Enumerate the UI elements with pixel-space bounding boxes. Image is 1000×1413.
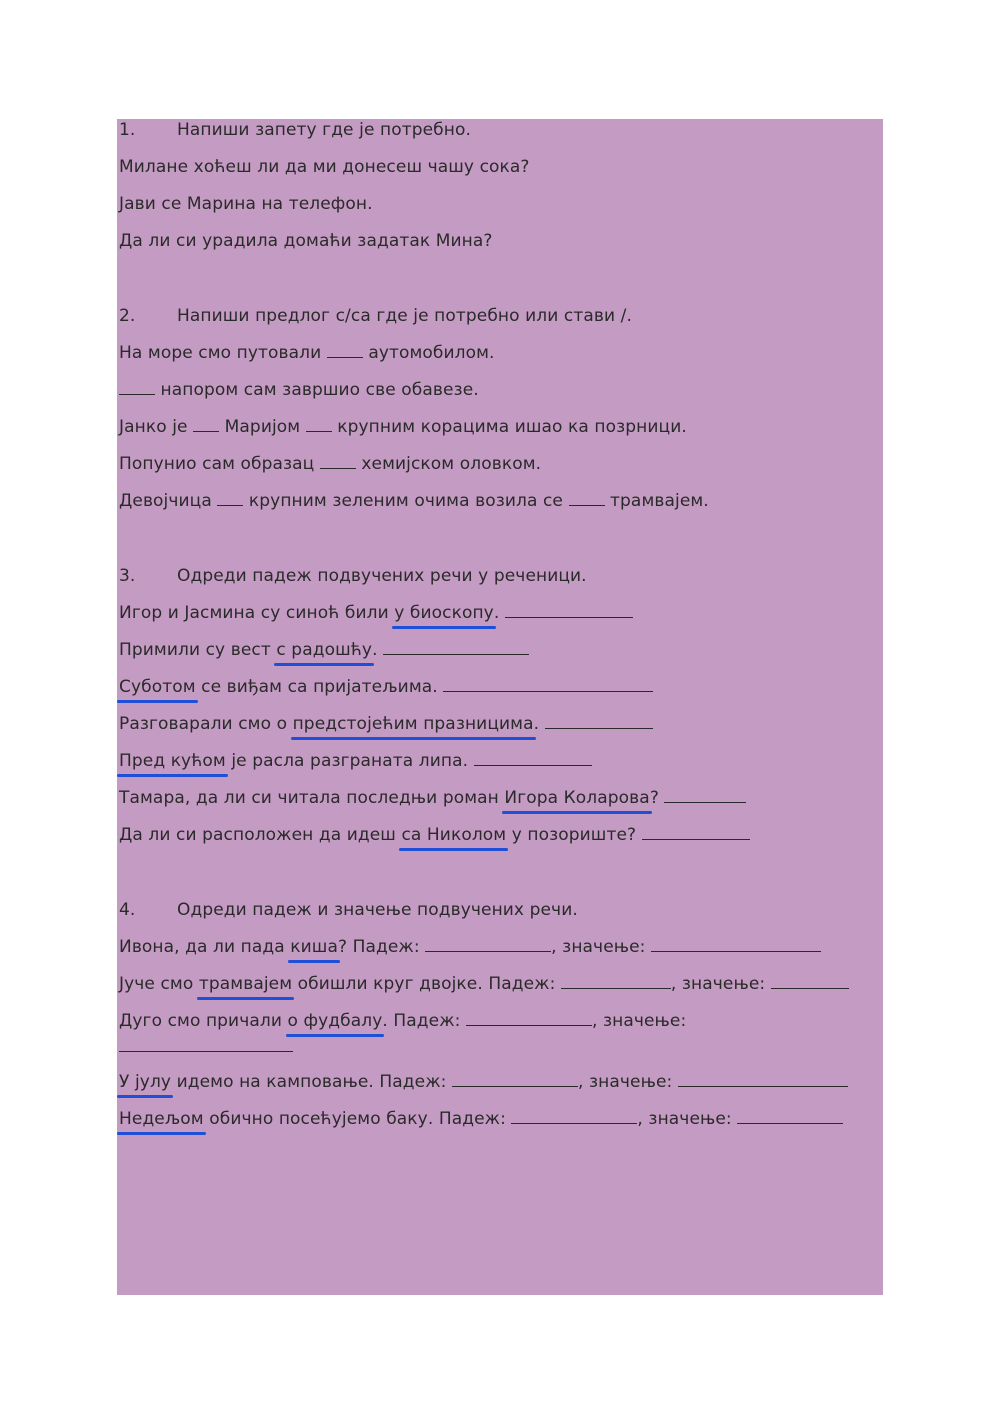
text: хемијском оловком. bbox=[361, 454, 542, 474]
answer-blank[interactable] bbox=[193, 416, 219, 432]
s3-sentence-1 bbox=[119, 602, 633, 624]
answer-blank[interactable] bbox=[569, 490, 605, 506]
s3-sentence-2 bbox=[119, 639, 529, 661]
text: обично посећујемо баку. Падеж: bbox=[203, 1109, 512, 1129]
text: Девојчица bbox=[119, 491, 212, 511]
section-2-title: Напиши предлог с/са где је потребно или стави /. bbox=[177, 306, 632, 326]
s2-sentence-3 bbox=[119, 416, 687, 438]
text: Јанко је bbox=[119, 417, 188, 437]
text: . bbox=[493, 603, 500, 623]
s3-sentence-6 bbox=[119, 787, 746, 809]
s4-sentence-3 bbox=[119, 1010, 686, 1032]
section-1-number: 1. bbox=[119, 120, 136, 140]
s4-sentence-1 bbox=[119, 936, 821, 958]
section-2-number: 2. bbox=[119, 306, 136, 326]
underlined-phrase: Пред кућом bbox=[119, 751, 226, 771]
text: трамвајем. bbox=[610, 491, 709, 511]
answer-blank[interactable] bbox=[119, 379, 155, 395]
text: Разговарали смо о bbox=[119, 714, 293, 734]
case-blank[interactable] bbox=[425, 936, 551, 952]
case-blank[interactable] bbox=[511, 1108, 637, 1124]
answer-blank[interactable] bbox=[306, 416, 332, 432]
s1-sentence-2: Јави се Марина на телефон. bbox=[119, 194, 373, 214]
text: Примили су вест bbox=[119, 640, 277, 660]
answer-blank[interactable] bbox=[642, 824, 750, 840]
section-1-heading bbox=[119, 119, 471, 141]
section-2-heading bbox=[119, 305, 632, 327]
underlined-phrase: Суботом bbox=[119, 677, 196, 697]
answer-blank[interactable] bbox=[327, 342, 363, 358]
answer-blank[interactable] bbox=[217, 490, 243, 506]
underlined-phrase: Недељом bbox=[119, 1109, 204, 1129]
text: На море смо путовали bbox=[119, 343, 322, 363]
text: . bbox=[372, 640, 378, 660]
text: напором сам завршио све обавезе. bbox=[160, 380, 479, 400]
section-4-heading bbox=[119, 899, 578, 921]
text: , значење: bbox=[551, 937, 652, 957]
underlined-phrase: са Николом bbox=[401, 825, 507, 845]
s3-sentence-5 bbox=[119, 750, 592, 772]
text: идемо на камповање. Падеж: bbox=[171, 1072, 452, 1092]
section-4-number: 4. bbox=[119, 900, 136, 920]
text: крупним зеленим очима возила се bbox=[248, 491, 563, 511]
meaning-blank[interactable] bbox=[678, 1071, 848, 1087]
text: Тамара, да ли си читала последњи роман bbox=[119, 788, 505, 808]
underlined-phrase: Игора Коларова bbox=[504, 788, 650, 808]
text: се виђам са пријатељима. bbox=[195, 677, 438, 697]
underlined-phrase: с радошћу bbox=[276, 640, 373, 660]
text: Маријом bbox=[224, 417, 301, 437]
meaning-blank[interactable] bbox=[119, 1036, 293, 1052]
s3-sentence-3 bbox=[119, 676, 653, 698]
answer-blank[interactable] bbox=[505, 602, 633, 618]
text: Да ли си расположен да идеш bbox=[119, 825, 402, 845]
meaning-blank[interactable] bbox=[771, 973, 849, 989]
s2-sentence-1 bbox=[119, 342, 495, 364]
text: крупним корацима ишао ка позрници. bbox=[337, 417, 687, 437]
meaning-blank[interactable] bbox=[737, 1108, 843, 1124]
text: ? Падеж: bbox=[337, 937, 426, 957]
underlined-phrase: предстојећим празницима bbox=[292, 714, 534, 734]
answer-blank[interactable] bbox=[545, 713, 653, 729]
answer-blank[interactable] bbox=[383, 639, 529, 655]
s2-sentence-2 bbox=[119, 379, 479, 401]
text: обишли круг двојке. Падеж: bbox=[292, 974, 561, 994]
s3-sentence-7 bbox=[119, 824, 750, 846]
case-blank[interactable] bbox=[561, 973, 671, 989]
text: , значење: bbox=[670, 974, 771, 994]
section-3-title: Одреди падеж подвучених речи у реченици. bbox=[177, 566, 587, 586]
text: Игор и Јасмина су синоћ били bbox=[119, 603, 395, 623]
case-blank[interactable] bbox=[466, 1010, 592, 1026]
answer-blank[interactable] bbox=[664, 787, 746, 803]
section-1-title: Напиши запету где је потребно. bbox=[177, 120, 471, 140]
text: Дуго смо причали bbox=[119, 1011, 288, 1031]
section-3-heading bbox=[119, 565, 587, 587]
text: , значење: bbox=[591, 1011, 687, 1031]
text: Јуче смо bbox=[119, 974, 199, 994]
text: . bbox=[533, 714, 540, 734]
text: Попунио сам образац bbox=[119, 454, 315, 474]
answer-blank[interactable] bbox=[474, 750, 592, 766]
s2-sentence-5 bbox=[119, 490, 709, 512]
s1-sentence-3: Да ли си урадила домаћи задатак Мина? bbox=[119, 231, 493, 251]
underlined-phrase: У јулу bbox=[119, 1072, 172, 1092]
answer-blank[interactable] bbox=[443, 676, 653, 692]
underlined-phrase: о фудбалу bbox=[287, 1011, 383, 1031]
section-3-number: 3. bbox=[119, 566, 136, 586]
underlined-phrase: трамвајем bbox=[198, 974, 293, 994]
text: аутомобилом. bbox=[368, 343, 495, 363]
text: је расла разграната липа. bbox=[225, 751, 469, 771]
s4-sentence-3-continued bbox=[119, 1036, 293, 1058]
s4-sentence-4 bbox=[119, 1071, 848, 1093]
answer-blank[interactable] bbox=[320, 453, 356, 469]
text: , значење: bbox=[577, 1072, 678, 1092]
case-blank[interactable] bbox=[452, 1071, 578, 1087]
text: . Падеж: bbox=[382, 1011, 466, 1031]
text: Ивона, да ли пада bbox=[119, 937, 291, 957]
text: ? bbox=[649, 788, 659, 808]
s1-sentence-1: Милане хоћеш ли да ми донесеш чашу сока? bbox=[119, 157, 530, 177]
s3-sentence-4 bbox=[119, 713, 653, 735]
s4-sentence-5 bbox=[119, 1108, 843, 1130]
section-4-title: Одреди падеж и значење подвучених речи. bbox=[177, 900, 578, 920]
s4-sentence-2 bbox=[119, 973, 849, 995]
underlined-phrase: киша bbox=[290, 937, 338, 957]
text: у позориште? bbox=[506, 825, 637, 845]
text: , значење: bbox=[637, 1109, 738, 1129]
s2-sentence-4 bbox=[119, 453, 541, 475]
meaning-blank[interactable] bbox=[651, 936, 821, 952]
underlined-phrase: у биоскопу bbox=[394, 603, 494, 623]
